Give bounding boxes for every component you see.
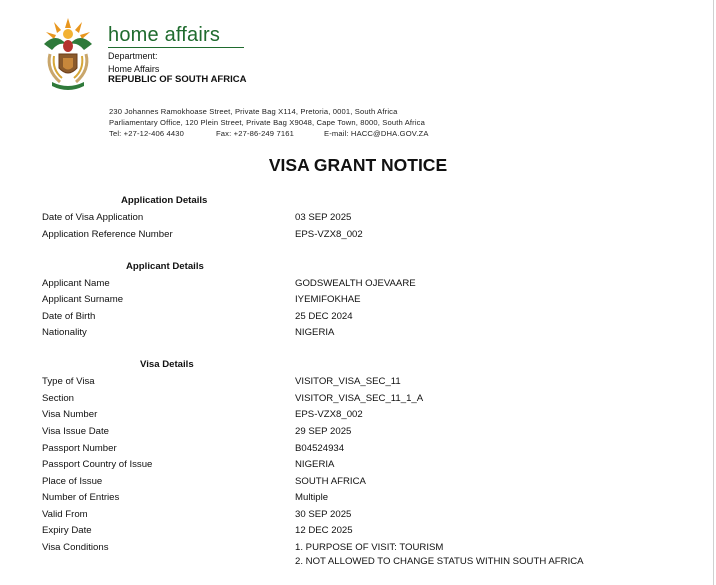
row-value: 1. PURPOSE OF VISIT: TOURISM <box>295 542 444 553</box>
coat-of-arms-icon <box>38 14 98 94</box>
row-value: NIGERIA <box>295 327 335 338</box>
row-value: NIGERIA <box>295 459 335 470</box>
row-label: Date of Visa Application <box>42 212 144 223</box>
department-label: Department: <box>108 51 158 61</box>
row-label: Place of Issue <box>42 476 103 487</box>
row-label: Visa Conditions <box>42 542 109 553</box>
row-value: 30 SEP 2025 <box>295 509 352 520</box>
row-value: SOUTH AFRICA <box>295 476 366 487</box>
row-value: Multiple <box>295 492 329 503</box>
row-value: EPS-VZX8_002 <box>295 409 363 420</box>
row-label: Type of Visa <box>42 376 95 387</box>
row-value: 25 DEC 2024 <box>295 311 353 322</box>
row-value: IYEMIFOKHAE <box>295 294 361 305</box>
row-value-condition-2: 2. NOT ALLOWED TO CHANGE STATUS WITHIN SOUTH AFRICA <box>295 556 584 567</box>
row-value: EPS-VZX8_002 <box>295 229 363 240</box>
row-label: Visa Issue Date <box>42 426 110 437</box>
section-title-visa: Visa Details <box>140 359 194 370</box>
email-address: E-mail: HACC@DHA.GOV.ZA <box>324 129 429 139</box>
contact-line <box>109 128 429 139</box>
row-label: Passport Country of Issue <box>42 459 153 470</box>
brand-name: home affairs <box>108 24 221 46</box>
row-value: 03 SEP 2025 <box>295 212 352 223</box>
brand-rule <box>108 47 244 48</box>
row-value: VISITOR_VISA_SEC_11 <box>295 376 401 387</box>
row-label: Passport Number <box>42 443 117 454</box>
row-label: Number of Entries <box>42 492 120 503</box>
address-block <box>109 106 429 140</box>
page-edge <box>713 0 714 585</box>
row-label: Visa Number <box>42 409 98 420</box>
fax-number: Fax: +27-86-249 7161 <box>216 129 294 139</box>
section-title-applicant: Applicant Details <box>126 261 204 272</box>
row-label: Applicant Name <box>42 278 110 289</box>
row-value: 29 SEP 2025 <box>295 426 352 437</box>
address-line-cape-town: Parliamentary Office, 120 Plein Street, Private Bag X9048, Cape Town, 8000, South Africa <box>109 118 425 128</box>
address-line-pretoria: 230 Johannes Ramokhoase Street, Private Bag X114, Pretoria, 0001, South Africa <box>109 107 398 116</box>
row-label: Nationality <box>42 327 87 338</box>
tel-number: Tel: +27-12-406 4430 <box>109 129 184 139</box>
row-label: Expiry Date <box>42 525 92 536</box>
row-label: Valid From <box>42 509 88 520</box>
republic-label: REPUBLIC OF SOUTH AFRICA <box>108 74 247 85</box>
row-label: Section <box>42 393 74 404</box>
row-label: Date of Birth <box>42 311 96 322</box>
section-title-application: Application Details <box>121 195 208 206</box>
row-value: 12 DEC 2025 <box>295 525 353 536</box>
row-value: VISITOR_VISA_SEC_11_1_A <box>295 393 424 404</box>
row-label: Applicant Surname <box>42 294 124 305</box>
document-title: VISA GRANT NOTICE <box>268 155 448 175</box>
row-label: Application Reference Number <box>42 229 173 240</box>
row-value: GODSWEALTH OJEVAARE <box>295 278 416 289</box>
department-name: Home Affairs <box>108 64 160 74</box>
row-value: B04524934 <box>295 443 345 454</box>
brand-block <box>108 24 246 85</box>
